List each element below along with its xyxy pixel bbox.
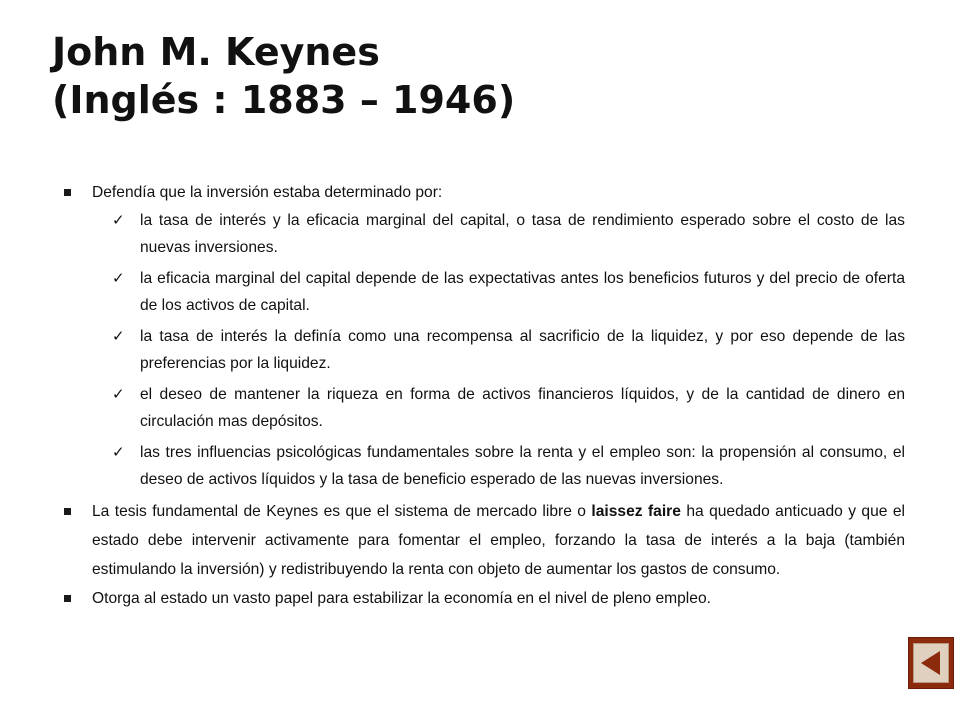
sub-item-text-line2: eso depende de las preferencias por la liquidez. xyxy=(140,328,905,372)
checkmark-icon: ✓ xyxy=(112,211,125,229)
sub-item xyxy=(62,381,905,435)
checkmark-icon: ✓ xyxy=(112,269,125,287)
sub-item-text-line1: la tasa de interés la definía como una recompensa al sacrificio de la liquidez, y por xyxy=(140,328,753,345)
triangle-left-icon xyxy=(920,650,942,676)
checkmark-icon: ✓ xyxy=(112,385,125,403)
bullet-text: Otorga al estado un vasto papel para estabilizar la economía en el nivel de pleno empleo. xyxy=(92,590,711,607)
slide-content xyxy=(62,178,905,613)
bullet-text-bold: laissez faire xyxy=(591,503,681,520)
square-bullet-icon xyxy=(64,508,71,515)
bullet-item xyxy=(62,584,905,613)
sub-item-text-line2: cantidad de dinero en circulación mas depósitos. xyxy=(140,386,905,430)
title-name: John M. Keynes xyxy=(52,30,380,74)
sub-item-text-line1: la eficacia marginal del capital depende de las expectativas antes los beneficios xyxy=(140,270,699,287)
square-bullet-icon xyxy=(64,595,71,602)
sub-item-text-line2: propensión al consumo, el deseo de activos líquidos y la tasa de beneficio esperado xyxy=(140,444,905,488)
back-button[interactable] xyxy=(908,637,954,689)
bullet-item xyxy=(62,178,905,207)
checkmark-icon: ✓ xyxy=(112,327,125,345)
bullet-text-before: La tesis fundamental de Keynes es que el sistema de mercado libre o xyxy=(92,503,592,520)
sub-item xyxy=(62,207,905,261)
square-bullet-icon xyxy=(64,189,71,196)
sub-item-text-line1: el deseo de mantener la riqueza en forma de activos financieros líquidos, y de la xyxy=(140,386,739,403)
sub-item xyxy=(62,265,905,319)
title-dates: (Inglés : 1883 – 1946) xyxy=(52,78,516,122)
sub-item-text-line2: sobre el costo de las nuevas inversiones. xyxy=(140,212,905,256)
bullet-text-after: ha quedado anticuado y que el estado debe intervenir activamente para fomentar el empleo, forzando la tasa de interés a la baja (también estimulando la inversión) y redistribuyendo la renta con objeto de aumentar los gastos de consumo. xyxy=(92,503,905,578)
bullet-item xyxy=(62,497,905,584)
bullet-text: Defendía que la inversión estaba determinado por: xyxy=(92,184,443,201)
sub-item xyxy=(62,323,905,377)
checkmark-icon: ✓ xyxy=(112,443,125,461)
back-button-face xyxy=(913,643,949,683)
sub-item-text-line1: la tasa de interés y la eficacia marginal del capital, o tasa de rendimiento esperado xyxy=(140,212,746,229)
sub-item-text-line1: las tres influencias psicológicas fundamentales sobre la renta y el empleo son: la xyxy=(140,444,714,461)
sub-item-text-line2: futuros y del precio de oferta de los activos de capital. xyxy=(140,270,905,314)
slide-title xyxy=(52,28,515,124)
sub-item xyxy=(62,439,905,493)
sub-item-text-line3: de las nuevas inversiones. xyxy=(539,471,724,488)
